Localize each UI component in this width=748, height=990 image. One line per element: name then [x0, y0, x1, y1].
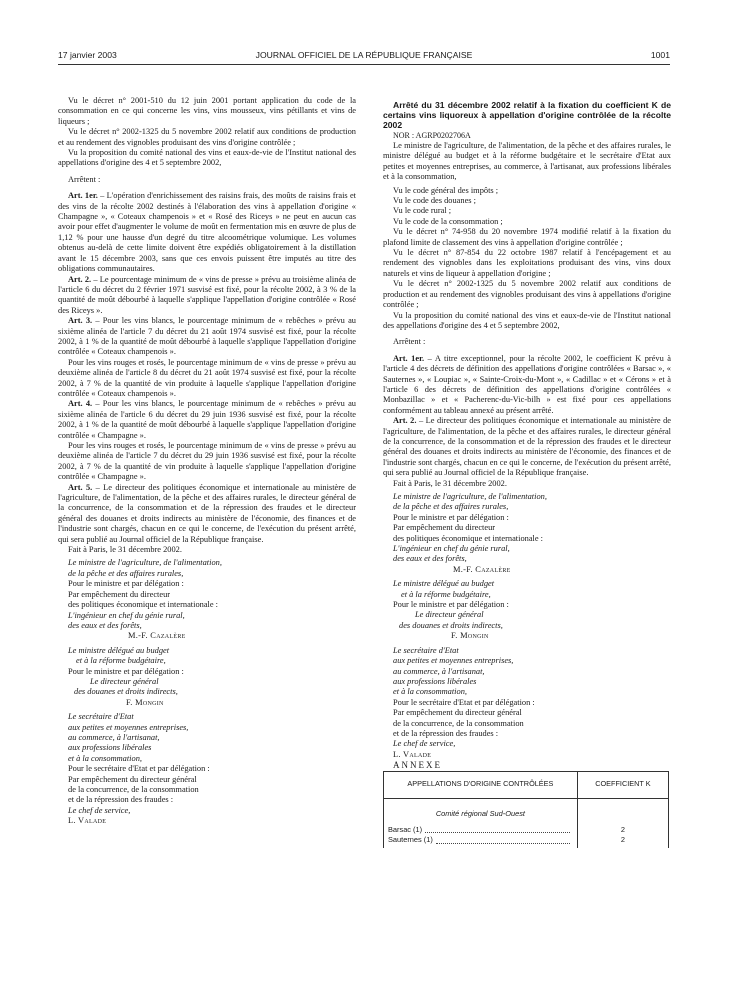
- signature-block: [58, 712, 356, 826]
- signature-block: [383, 579, 671, 641]
- coefficient-value: 2: [620, 824, 625, 834]
- sig-minister: au commerce, à l'artisanat,: [393, 666, 485, 676]
- article-text: Pour les vins rouges et rosés, le pourcentage minimum de « vins de presse » prévu au deuxième alinéa de l'article 8 du décret du 21 août 1974 susvisé est fixé, pour la récolte 2002, à 7 % de la quantité de vin produite à laquelle s'applique l'appellation d'origine contrôlée « Coteaux champenois ».: [58, 357, 356, 398]
- fait-line: Fait à Paris, le 31 décembre 2002.: [68, 545, 182, 555]
- article-paragraph: [58, 275, 356, 317]
- vu-paragraph: Vu le décret n° 87-854 du 22 octobre 1987 relatif à l'encépagement et au rendement des vignobles dans les exploitations produisant des vins, vins doux naturels et vins de liqueur à appellation d'origine ;: [383, 248, 671, 278]
- article-paragraph: [383, 354, 671, 416]
- header-date: 17 janvier 2003: [58, 50, 117, 60]
- signature-block: [383, 646, 671, 760]
- article-paragraph: [58, 191, 356, 274]
- vu-paragraph: Vu le décret n° 2002-1325 du 5 novembre 2002 relatif aux conditions de production et au rendement des vignobles produisant des vins d'origine contrôlée ;: [58, 127, 356, 147]
- sig-role: des douanes et droits indirects,: [399, 620, 503, 630]
- table-row: [388, 835, 573, 845]
- leader-dots: [436, 835, 570, 843]
- sig-empechement: de la concurrence, de la consommation: [68, 785, 199, 794]
- sig-minister: et à la consommation,: [393, 687, 467, 697]
- header-rule: [58, 64, 670, 65]
- coefficient-table: [383, 771, 669, 848]
- vu-paragraph: Vu le décret n° 2001-510 du 12 juin 2001 portant application du code de la consommation en ce qui concerne les vins, vins mousseux, vins pétillants et vins de liqueurs ;: [58, 96, 356, 126]
- sig-minister: et à la réforme budgétaire,: [76, 656, 166, 666]
- sig-role: des eaux et des forêts,: [393, 554, 467, 564]
- article-paragraph: [58, 358, 356, 400]
- intro-paragraph: Le ministre de l'agriculture, de l'alimentation, de la pêche et des affaires rurales, le ministre délégué au budget et à la réforme budgétaire et le secrétaire d'Etat aux petites et moyennes entreprises, au commerce, à l'artisanat, aux professions libérales et à la consommation,: [383, 141, 671, 182]
- article-text: – Le directeur des politiques économique et internationale au ministère de l'agriculture, de l'alimentation, de la pêche et des affaires rurales, le directeur général de la concurrence, de la consommation et de la répression des fraudes et le directeur général des douanes et droits indirects au ministère de l'économie, des finances et de l'industrie sont chargés, chacun en ce qui le concerne, de l'exécution du présent arrêté, qui sera publié au Journal officiel de la République française.: [383, 416, 671, 478]
- article-text: – A titre exceptionnel, pour la récolte 2002, le coefficient K prévu à l'article 4 des décrets de définition des appellations d'origine contrôlées « Barsac », « Sauternes », « Loupiac », « Sainte-Croix-du-Mont », « Cadillac » et « Cérons » et à l'article 6 des décrets de définition des appellations d'origine contrôlées « Monbazillac » et « Pacherenc-du-Vic-bilh » est fixé pour ces appellations conformément au tableau annexé au présent arrêté.: [383, 353, 671, 415]
- sig-empechement: et de la répression des fraudes :: [393, 728, 499, 738]
- sig-empechement: Par empêchement du directeur général: [393, 708, 522, 718]
- sig-minister: Le ministre de l'agriculture, de l'alimentation,: [68, 558, 222, 568]
- sig-name: F. Mongin: [451, 631, 489, 641]
- sig-empechement: Par empêchement du directeur général: [68, 774, 197, 784]
- article-number: Art. 2.: [393, 416, 417, 426]
- vu-paragraph: Vu la proposition du comité national des vins et eaux-de-vie de l'Institut national des appellations d'origine des 4 et 5 septembre 2002,: [383, 310, 671, 330]
- sig-minister: Le secrétaire d'Etat: [68, 712, 134, 722]
- sig-delegation: Pour le secrétaire d'Etat et par délégation :: [68, 764, 210, 774]
- article-number: Art. 4.: [68, 399, 93, 409]
- table-row: [388, 825, 573, 835]
- right-column: [383, 100, 671, 848]
- sig-empechement: et de la répression des fraudes :: [68, 795, 174, 805]
- sig-delegation: Pour le secrétaire d'Etat et par délégation :: [393, 697, 535, 707]
- vu-paragraph: Vu le code des douanes ;: [393, 196, 476, 206]
- sig-minister: aux petites et moyennes entreprises,: [393, 656, 514, 666]
- table-header-appellations: APPELLATIONS D'ORIGINE CONTRÔLÉES: [384, 771, 578, 798]
- sig-minister: Le ministre délégué au budget: [393, 579, 495, 589]
- vu-paragraph: Vu le code rural ;: [393, 206, 452, 216]
- article-number: Art. 1er.: [393, 353, 425, 363]
- sig-role: des eaux et des forêts,: [68, 620, 142, 630]
- table-body: [384, 798, 669, 848]
- sig-minister: Le ministre délégué au budget: [68, 645, 170, 655]
- sig-name: L. Valade: [68, 816, 107, 826]
- sig-minister: aux petites et moyennes entreprises,: [68, 722, 189, 732]
- sig-role: Le chef de service,: [68, 805, 131, 815]
- vu-paragraph: Vu le décret n° 2002-1325 du 5 novembre 2002 relatif aux conditions de production et au rendement des vignobles produisant des vins à appellations d'origine contrôlée ;: [383, 279, 671, 310]
- article-text: – Pour les vins blancs, le pourcentage minimum de « rebêches » prévu au sixième alinéa de l'article 6 du décret du 29 juin 1936 susvisé est fixé, pour la récolte 2002, à 1 % de la quantité de moût débourbé à laquelle s'applique l'appellation d'origine contrôlée « Champagne ».: [58, 399, 356, 440]
- vu-paragraph: Vu le code général des impôts ;: [393, 185, 499, 195]
- article-number: Art. 2.: [68, 274, 92, 284]
- page-number: 1001: [650, 50, 670, 60]
- sig-role: Le chef de service,: [393, 739, 456, 749]
- sig-minister: de la pêche et des affaires rurales,: [68, 568, 184, 578]
- sig-empechement: de la concurrence, de la consommation: [393, 718, 524, 728]
- sig-minister: aux professions libérales: [393, 676, 477, 686]
- sig-name: L. Valade: [393, 749, 432, 759]
- decree-title: Arrêté du 31 décembre 2002 relatif à la fixation du coefficient K de certains vins liquoreux à appellation d'origine contrôlée de la récolte 2002: [383, 100, 671, 131]
- signature-block: [58, 646, 356, 708]
- sig-delegation: Pour le ministre et par délégation :: [68, 579, 184, 589]
- sig-delegation: Pour le ministre et par délégation :: [393, 600, 509, 610]
- left-column: [58, 96, 356, 827]
- article-text: – Pour les vins blancs, le pourcentage minimum de « rebêches » prévu au sixième alinéa de l'article 7 du décret du 21 août 1974 susvisé est fixé, pour la récolte 2002, à 1 % de la quantité de moût débourbé à laquelle s'applique l'appellation d'origine contrôlée « Coteaux champenois ».: [58, 316, 356, 357]
- vu-paragraph: Vu le code de la consommation ;: [393, 216, 503, 226]
- leader-dots: [425, 825, 570, 833]
- sig-delegation: Pour le ministre et par délégation :: [393, 512, 509, 522]
- sig-name: F. Mongin: [126, 697, 164, 707]
- article-number: Art. 1er.: [68, 191, 98, 201]
- arretent-heading: Arrêtent :: [68, 174, 101, 184]
- region-heading: Comité régional Sud-Ouest: [435, 808, 525, 818]
- appellation-name: Barsac (1): [388, 824, 423, 834]
- sig-name: M.-F. Cazalère: [453, 564, 511, 574]
- signature-block: [383, 492, 671, 575]
- arretent-heading: Arrêtent :: [393, 337, 426, 347]
- table-header-coefficient: COEFFICIENT K: [577, 771, 668, 798]
- sig-empechement: des politiques économique et internationale :: [393, 533, 544, 543]
- sig-role: L'ingénieur en chef du génie rural,: [393, 544, 510, 554]
- sig-minister: et à la réforme budgétaire,: [401, 589, 491, 599]
- sig-minister: et à la consommation,: [68, 753, 142, 763]
- article-paragraph: [58, 399, 356, 441]
- article-text: – Le pourcentage minimum de « vins de presse » prévu au troisième alinéa de l'article 6 du décret du 2 février 1971 susvisé est fixé, pour la récolte 2002, à 3 % de la quantité de moût débourbé à laquelle s'applique l'appellation d'origine contrôlée « Rosé des Riceys ».: [58, 274, 356, 315]
- annexe-heading: ANNEXE: [393, 760, 442, 771]
- article-paragraph: [58, 441, 356, 483]
- vu-paragraph: Vu le décret n° 74-958 du 20 novembre 1974 modifié relatif à la fixation du plafond limite de classement des vins à appellation d'origine contrôlée ;: [383, 227, 671, 247]
- sig-role: Le directeur général: [415, 610, 484, 620]
- fait-line: Fait à Paris, le 31 décembre 2002.: [393, 478, 507, 488]
- article-paragraph: [383, 416, 671, 478]
- article-text: – L'opération d'enrichissement des raisins frais, des moûts de raisins frais et des vins de la récolte 2002 destinés à l'élaboration des vins à appellation d'origine « Champagne », « Coteaux champenois » et « Rosé des Riceys » ne peut en aucun cas avoir pour effet d'augmenter le volume de moût en fermentation mis en œuvre de plus de 1,12 % pour une hausse d'un degré du titre alcoométrique volumique. Les volumes obtenus au-delà de cette limite doivent être expédiés obligatoirement à la distillation avant le 15 décembre 2003, sans que ces envois puissent être imputés au titre des obligations communautaires.: [58, 191, 357, 274]
- nor-reference: NOR : AGRP0202706A: [393, 130, 471, 140]
- sig-minister: de la pêche et des affaires rurales,: [393, 502, 509, 512]
- article-paragraph: [58, 316, 356, 358]
- vu-paragraph: Vu la proposition du comité national des vins et eaux-de-vie de l'Institut national des appellations d'origine des 4 et 5 septembre 2002,: [58, 148, 356, 168]
- sig-empechement: Par empêchement du directeur: [68, 589, 171, 599]
- journal-title: JOURNAL OFFICIEL DE LA RÉPUBLIQUE FRANÇAISE: [255, 50, 473, 60]
- page-header: [58, 50, 670, 64]
- article-paragraph: [58, 483, 356, 545]
- sig-role: Le directeur général: [90, 676, 159, 686]
- article-text: Pour les vins rouges et rosés, le pourcentage minimum de « vins de presse » prévu au deuxième alinéa de l'article 7 du décret du 29 juin 1936 susvisé est fixé, pour la récolte 2002, à 7 % de la quantité de vin produite à laquelle s'applique l'appellation d'origine contrôlée « Champagne ».: [58, 441, 356, 482]
- signature-block: [58, 558, 356, 641]
- appellation-name: Sauternes (1): [388, 835, 433, 845]
- sig-minister: au commerce, à l'artisanat,: [68, 732, 160, 742]
- sig-role: des douanes et droits indirects,: [74, 687, 178, 697]
- article-number: Art. 5.: [68, 482, 93, 492]
- sig-minister: Le ministre de l'agriculture, de l'alimentation,: [393, 492, 547, 502]
- coefficient-value: 2: [620, 835, 625, 845]
- table-header-row: [384, 771, 669, 798]
- article-number: Art. 3.: [68, 316, 93, 326]
- article-text: – Le directeur des politiques économique et internationale au ministère de l'agriculture, de l'alimentation, de la pêche et des affaires rurales, le directeur général de la concurrence, de la consommation et de la répression des fraudes et le directeur général des douanes et droits indirects au ministère de l'économie, des finances et de l'industrie sont chargés, chacun en ce qui le concerne, de l'exécution du présent arrêté, qui sera publié au Journal officiel de la République française.: [58, 482, 357, 544]
- sig-minister: Le secrétaire d'Etat: [393, 645, 459, 655]
- sig-empechement: Par empêchement du directeur: [393, 523, 496, 533]
- sig-minister: aux professions libérales: [68, 743, 152, 753]
- sig-delegation: Pour le ministre et par délégation :: [68, 666, 184, 676]
- sig-empechement: des politiques économique et internationale :: [68, 600, 219, 610]
- sig-role: L'ingénieur en chef du génie rural,: [68, 610, 185, 620]
- sig-name: M.-F. Cazalère: [128, 631, 186, 641]
